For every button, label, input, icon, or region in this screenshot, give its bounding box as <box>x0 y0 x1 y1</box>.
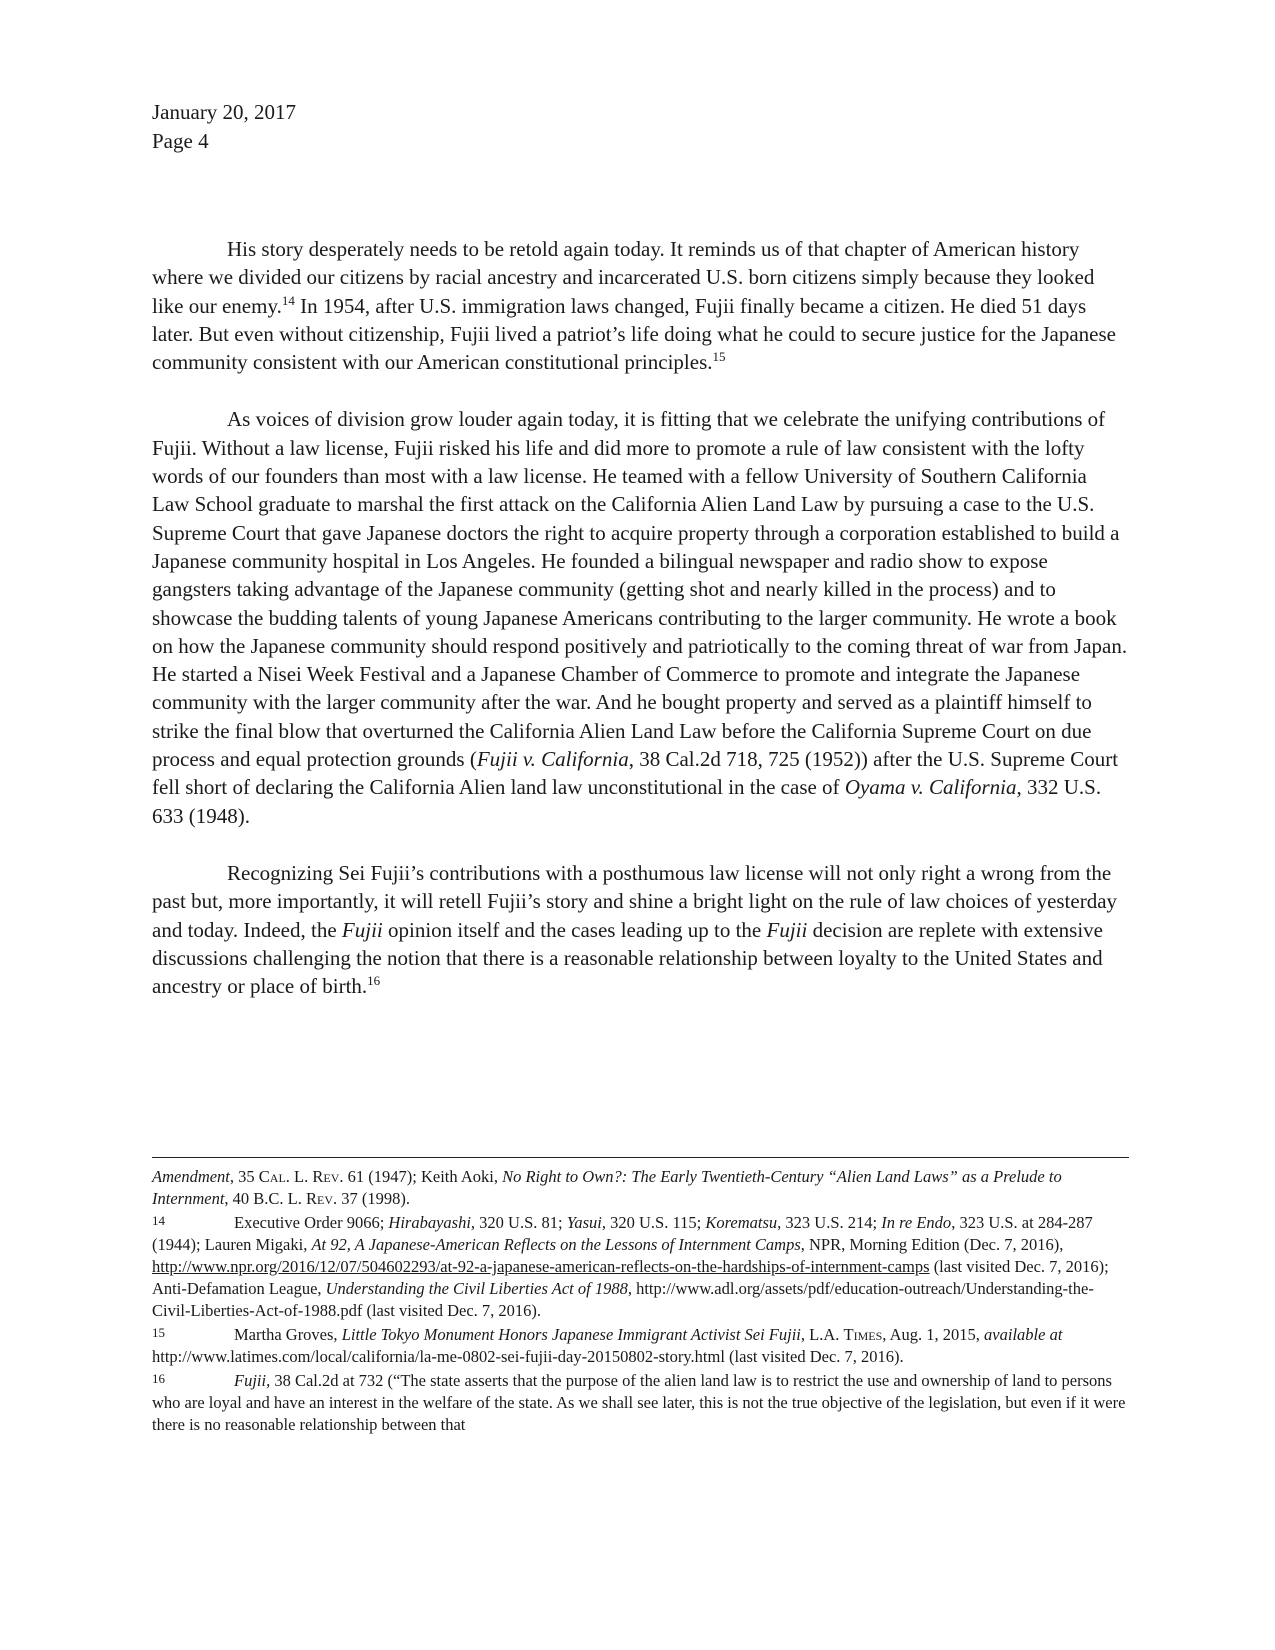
footnote-number: 16 <box>152 1371 165 1386</box>
page-number: Page 4 <box>152 129 209 153</box>
paragraph-1: His story desperately needs to be retold again today. It reminds us of that chapter of American history where we divided our citizens by racial ancestry and incarcerated U.S. born citizens simply because they looked like our enemy.$^{14}$ In 1954, after U.S. immigration laws changed, Fujii finally became a citizen. He died 51 days later. But even without citizenship, Fujii lived a patriot’s life doing what he could to secure justice for the Japanese community consistent with our American constitutional principles.$^{15}$ <box>152 237 1117 375</box>
footnote-ref-15: 15 <box>712 349 726 365</box>
paragraph-3: Recognizing Sei Fujii’s contributions with a posthumous law license will not only right a wrong from the past but, more importantly, it will retell Fujii’s story and shine a bright light on the rule of law choices of yesterday and today. Indeed, the Fujii opinion itself and the cases leading up to the Fujii decision are replete with extensive discussions challenging the notion that there is a reasonable relationship between loyalty to the United States and ancestry or place of birth.$^{16}$ <box>152 860 1118 999</box>
npr-article-link[interactable]: http://www.npr.org/2016/12/07/504602293/at-92-a-japanese-american-reflects-on-the-hardships-of-internment-camps <box>152 1257 930 1276</box>
footnote-ref-14: 14 <box>281 292 295 308</box>
footnote-number: 15 <box>152 1325 165 1340</box>
letter-body <box>152 235 1129 1029</box>
footnote-16: 16 Fujii, 38 Cal.2d at 732 (“The state asserts that the purpose of the alien land law is to restrict the use and ownership of land to persons who are loyal and have an interest in the welfare of the state. As we shall see later, this is not the true objective of the legislation, but even if it were there is no reasonable relationship between that <box>152 1368 1129 1436</box>
case-name: Oyama v. California <box>844 775 1017 800</box>
letter-header <box>152 98 296 156</box>
footnote-15: 15 Martha Groves, Little Tokyo Monument Honors Japanese Immigrant Activist Sei Fujii, L.A. Times, Aug. 1, 2015, available at http://www.latimes.com/local/california/la-me-0802-sei-fujii-day-20150802-story.html (last visited Dec. 7, 2016). <box>152 1322 1129 1368</box>
case-name: Fujii v. California <box>476 747 629 772</box>
footnote-number: 14 <box>152 1213 165 1228</box>
footnote-divider <box>152 1157 1129 1158</box>
footnote-ref-16: 16 <box>367 973 381 989</box>
letter-date: January 20, 2017 <box>152 100 297 124</box>
footnote-14: 14 Executive Order 9066; Hirabayashi, 320 U.S. 81; Yasui, 320 U.S. 115; Korematsu, 323 U.S. 214; In re Endo, 323 U.S. at 284-287 (1944); Lauren Migaki, At 92, A Japanese-American Reflects on the Lessons of Internment Camps, NPR, Morning Edition (Dec. 7, 2016), http://www.npr.org/2016/12/07/504602293/at-92-a-japanese-american-reflects-on-the-hardships-of-internment-camps (last visited Dec. 7, 2016); Anti-Defamation League, Understanding the Civil Liberties Act of 1988, http://www.adl.org/assets/pdf/education-outreach/Understanding-the-Civil-Liberties-Act-of-1988.pdf (last visited Dec. 7, 2016). <box>152 1210 1129 1322</box>
footnotes <box>152 1166 1129 1436</box>
footnote-continuation: Amendment, 35 Cal. L. Rev. 61 (1947); Keith Aoki, No Right to Own?: The Early Twentieth-Century “Alien Land Laws” as a Prelude to Internment, 40 B.C. L. Rev. 37 (1998). <box>152 1167 1062 1208</box>
paragraph-2: As voices of division grow louder again today, it is fitting that we celebrate the unifying contributions of Fujii. Without a law license, Fujii risked his life and did more to promote a rule of law consistent with the lofty words of our founders than most with a law license. He teamed with a fellow University of Southern California Law School graduate to marshal the first attack on the California Alien Land Law by pursuing a case to the U.S. Supreme Court that gave Japanese doctors the right to acquire property through a corporation established to build a Japanese community hospital in Los Angeles. He founded a bilingual newspaper and radio show to expose gangsters taking advantage of the Japanese community (getting shot and nearly killed in the process) and to showcase the budding talents of young Japanese Americans contributing to the larger community. He wrote a book on how the Japanese community should respond positively and patriotically to the coming threat of war from Japan. He started a Nisei Week Festival and a Japanese Chamber of Commerce to promote and integrate the Japanese community with the larger community after the war. And he bought property and served as a plaintiff himself to strike the final blow that overturned the California Alien Land Law before the California Supreme Court on due process and equal protection grounds (Fujii v. California, 38 Cal.2d 718, 725 (1952)) after the U.S. Supreme Court fell short of declaring the California Alien land law unconstitutional in the case of Oyama v. California, 332 U.S. 633 (1948). <box>152 407 1128 828</box>
